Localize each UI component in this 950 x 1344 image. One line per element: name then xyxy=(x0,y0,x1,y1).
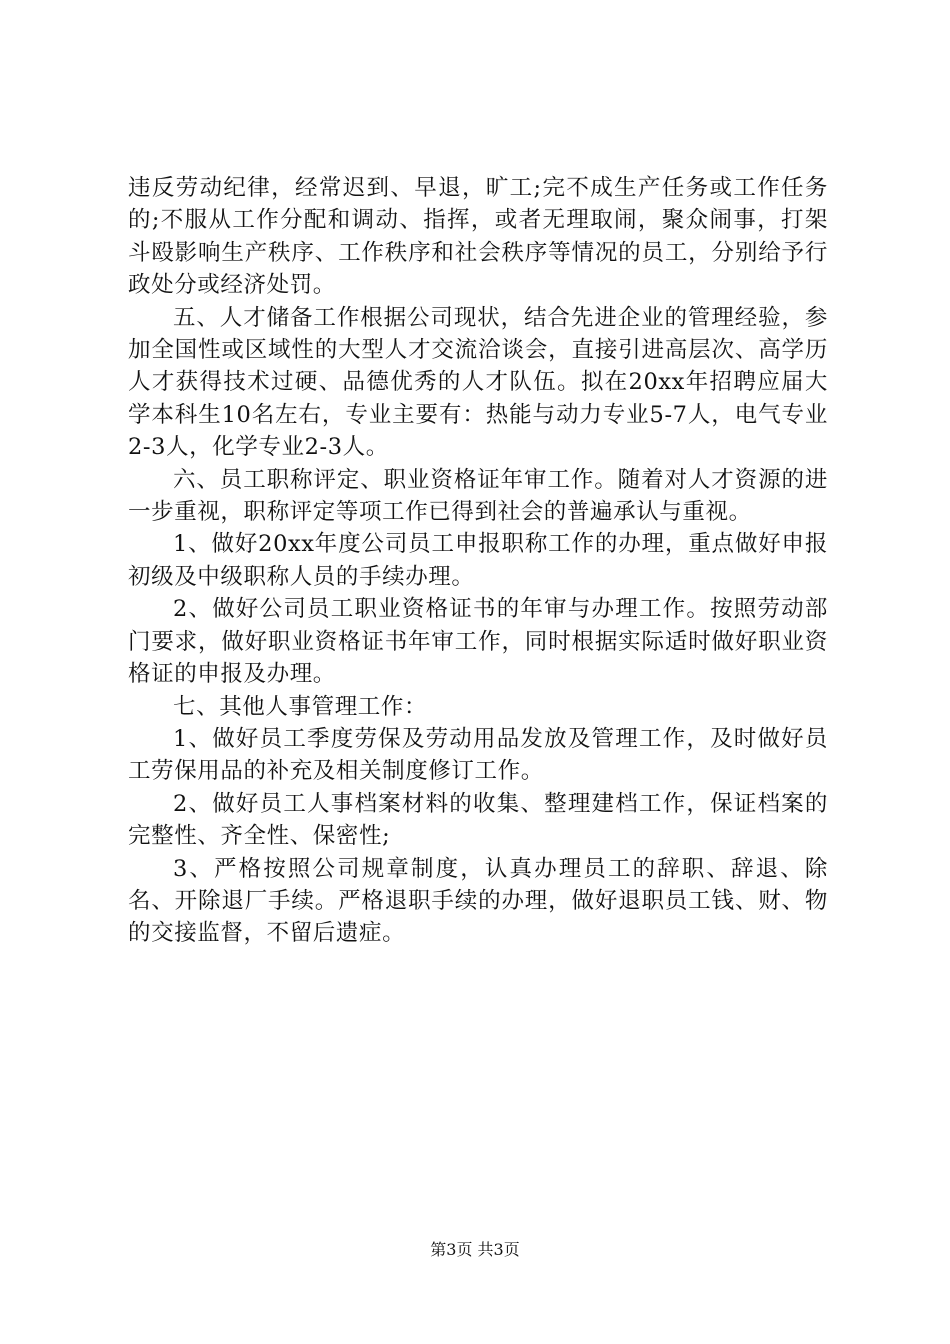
paragraph-seven-item-2: 2、做好员工人事档案材料的收集、整理建档工作，保证档案的完整性、齐全性、保密性; xyxy=(128,790,828,850)
page-number-footer: 第3页 共3页 xyxy=(430,1240,520,1259)
paragraph-seven-item-1: 1、做好员工季度劳保及劳动用品发放及管理工作，及时做好员工劳保用品的补充及相关制度修订工作。 xyxy=(128,725,828,785)
paragraph-section-seven: 七、其他人事管理工作： xyxy=(173,693,428,720)
paragraph-continuation: 违反劳动纪律，经常迟到、早退，旷工;完不成生产任务或工作任务的;不服从工作分配和调动、指挥，或者无理取闹，聚众闹事，打架斗殴影响生产秩序、工作秩序和社会秩序等情况的员工，分别给予行政处分或经济处罚。 xyxy=(128,175,828,299)
paragraph-seven-item-3: 3、严格按照公司规章制度，认真办理员工的辞职、辞退、除名、开除退厂手续。严格退职手续的办理，做好退职员工钱、财、物的交接监督，不留后遗症。 xyxy=(128,855,828,947)
paragraph-section-six: 六、员工职称评定、职业资格证年审工作。随着对人才资源的进一步重视，职称评定等项工作已得到社会的普遍承认与重视。 xyxy=(128,466,828,526)
document-body xyxy=(128,172,828,950)
paragraph-six-item-1: 1、做好20xx年度公司员工申报职称工作的办理，重点做好申报初级及中级职称人员的手续办理。 xyxy=(128,531,828,590)
paragraph-section-five: 五、人才储备工作根据公司现状，结合先进企业的管理经验，参加全国性或区域性的大型人才交流洽谈会，直接引进高层次、高学历人才获得技术过硬、品德优秀的人才队伍。拟在20xx年招聘应届大学本科生10名左右，专业主要有：热能与动力专业5-7人，电气专业2-3人，化学专业2-3人。 xyxy=(128,304,828,461)
paragraph-six-item-2: 2、做好公司员工职业资格证书的年审与办理工作。按照劳动部门要求，做好职业资格证书年审工作，同时根据实际适时做好职业资格证的申报及办理。 xyxy=(128,596,828,688)
